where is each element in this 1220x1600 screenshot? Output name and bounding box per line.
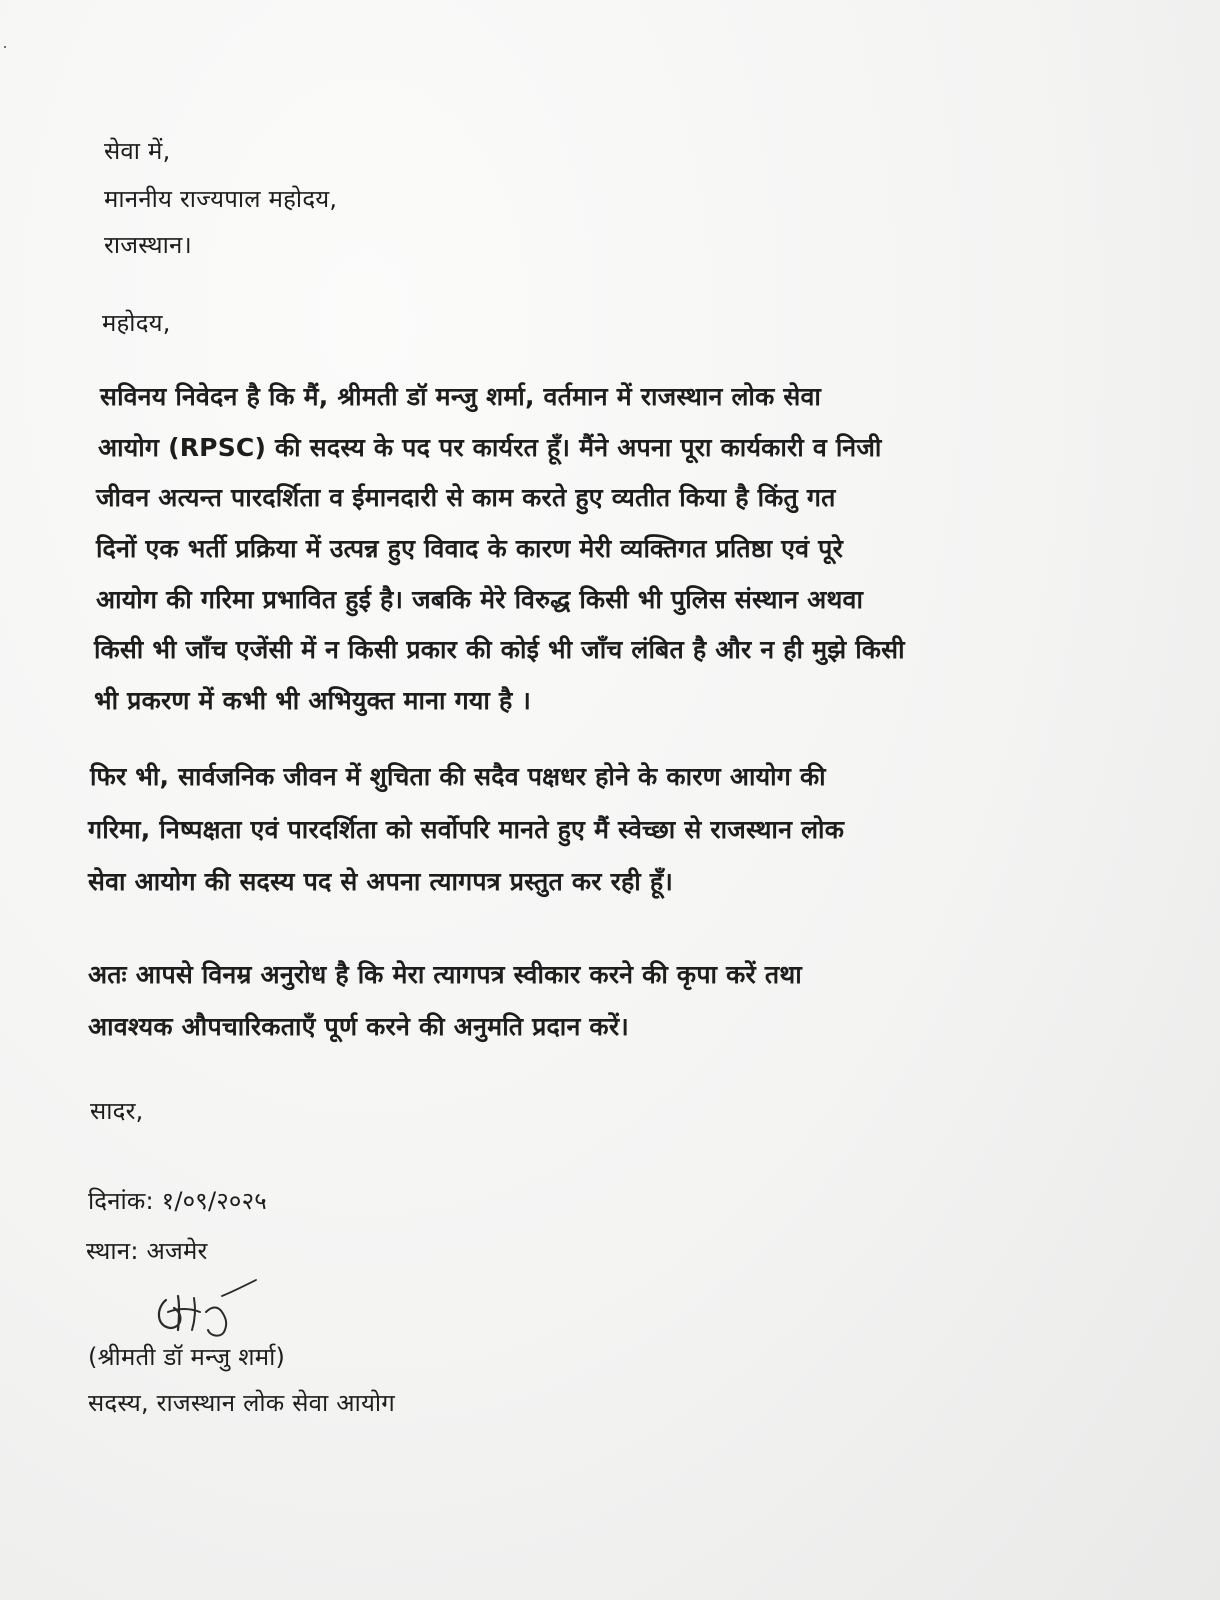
- salutation-line-1: सेवा में,: [104, 137, 171, 165]
- place-line: स्थान: अजमेर: [86, 1237, 208, 1265]
- salutation-line-2: माननीय राज्यपाल महोदय,: [104, 185, 338, 213]
- paragraph2-line-2: गरिमा, निष्पक्षता एवं पारदर्शिता को सर्वोपरि मानते हुए मैं स्वेच्छा से राजस्थान लोक: [88, 815, 845, 844]
- paragraph3-line-1: अतः आपसे विनम्र अनुरोध है कि मेरा त्यागपत्र स्वीकार करने की कृपा करें तथा: [88, 960, 802, 989]
- paper-speck: [4, 46, 6, 48]
- paragraph2-line-3: सेवा आयोग की सदस्य पद से अपना त्यागपत्र प्रस्तुत कर रही हूँ।: [88, 867, 674, 896]
- signatory-name: (श्रीमती डॉ मन्जु शर्मा): [88, 1343, 286, 1371]
- signatory-title: सदस्य, राजस्थान लोक सेवा आयोग: [88, 1389, 396, 1417]
- paragraph1-line-7: भी प्रकरण में कभी भी अभियुक्त माना गया है ।: [94, 686, 532, 715]
- closing: सादर,: [90, 1097, 144, 1125]
- paragraph3-line-2: आवश्यक औपचारिकताएँ पूर्ण करने की अनुमति प्रदान करें।: [88, 1012, 629, 1041]
- paragraph1-line-2: आयोग (RPSC) की सदस्य के पद पर कार्यरत हूँ। मैंने अपना पूरा कार्यकारी व निजी: [98, 433, 882, 462]
- date-line: दिनांक: १/०९/२०२५: [88, 1187, 267, 1215]
- paragraph2-line-1: फिर भी, सार्वजनिक जीवन में शुचिता की सदैव पक्षधर होने के कारण आयोग की: [90, 762, 826, 791]
- paragraph1-line-3: जीवन अत्यन्त पारदर्शिता व ईमानदारी से काम करते हुए व्यतीत किया है किंतु गत: [96, 483, 836, 512]
- signature-image: [148, 1278, 268, 1338]
- salutation-line-3: राजस्थान।: [104, 231, 192, 259]
- greeting: महोदय,: [102, 309, 171, 337]
- paragraph1-line-5: आयोग की गरिमा प्रभावित हुई है। जबकि मेरे विरुद्ध किसी भी पुलिस संस्थान अथवा: [96, 585, 864, 614]
- paragraph1-line-4: दिनों एक भर्ती प्रक्रिया में उत्पन्न हुए विवाद के कारण मेरी व्यक्तिगत प्रतिष्ठा एवं पूरे: [96, 534, 844, 563]
- paragraph1-line-6: किसी भी जाँच एजेंसी में न किसी प्रकार की कोई भी जाँच लंबित है और न ही मुझे किसी: [94, 635, 905, 664]
- paragraph1-line-1: सविनय निवेदन है कि मैं, श्रीमती डॉ मन्जु शर्मा, वर्तमान में राजस्थान लोक सेवा: [100, 382, 822, 411]
